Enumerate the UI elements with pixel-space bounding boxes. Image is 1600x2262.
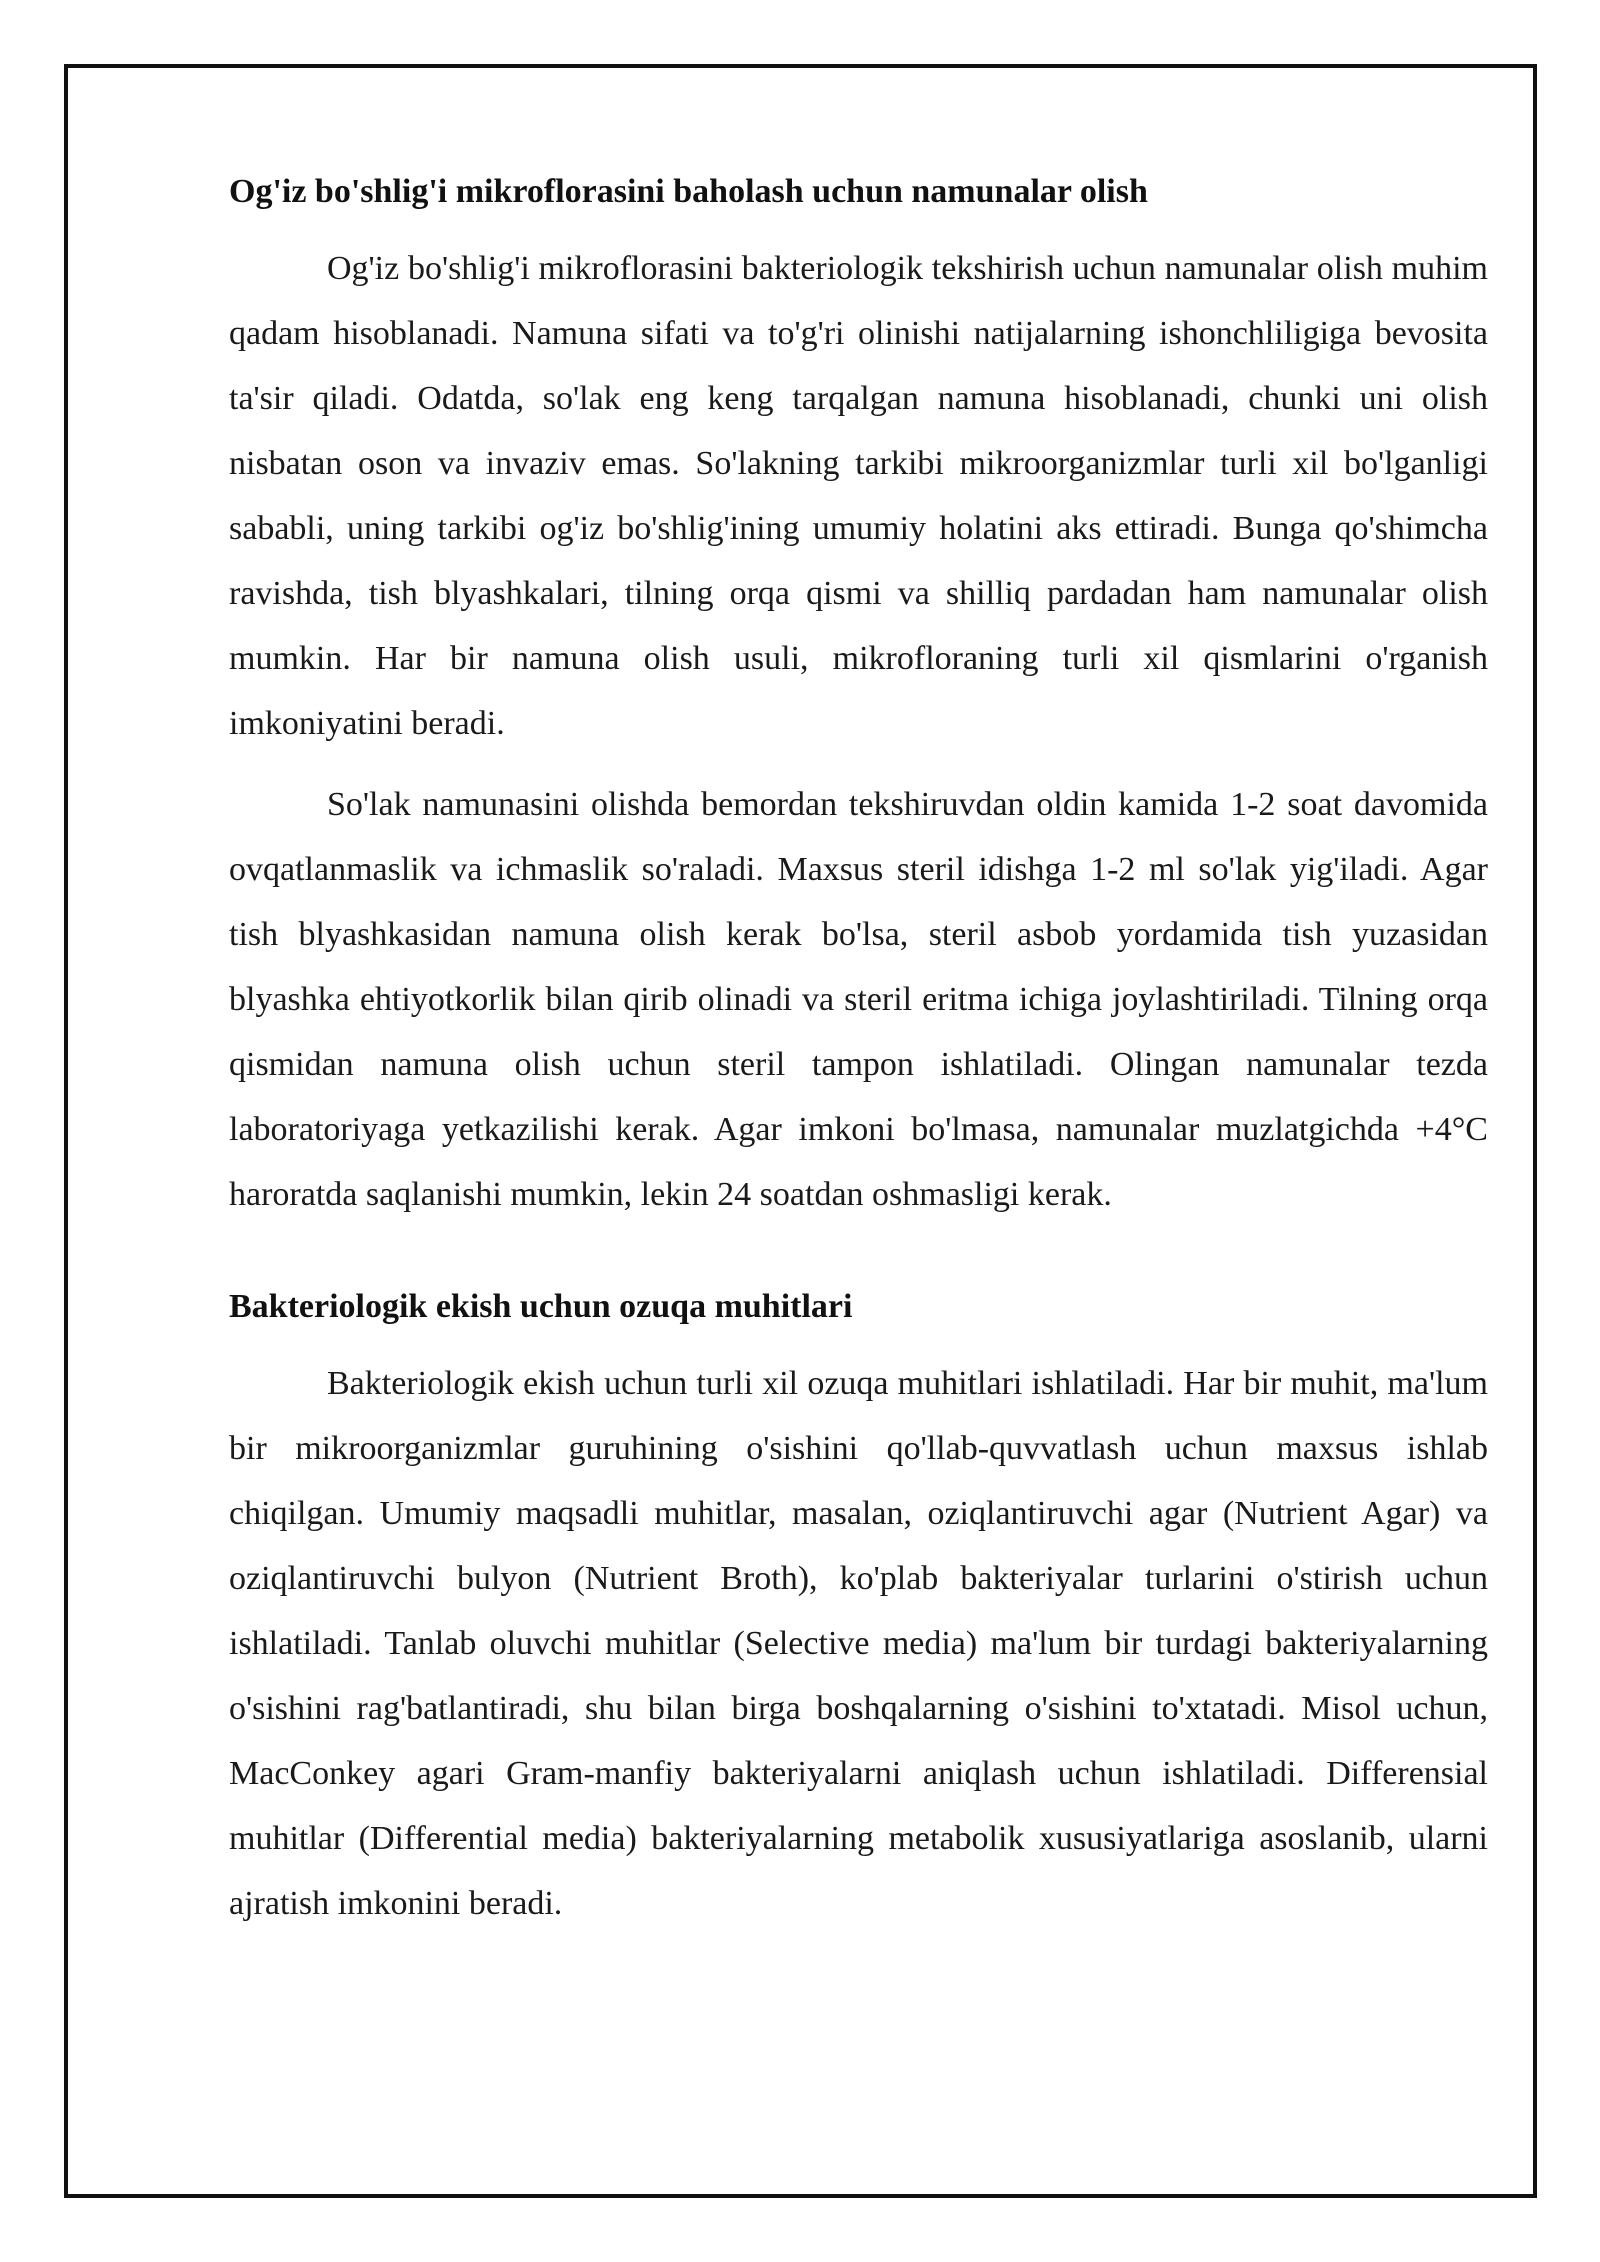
document-body <box>229 170 1488 1952</box>
paragraph: Og'iz bo'shlig'i mikroflorasini bakteriologik tekshirish uchun namunalar olish muhim qadam hisoblanadi. Namuna sifati va to'g'ri olinishi natijalarning ishonchliligiga bevosita ta'sir qiladi. Odatda, so'lak eng keng tarqalgan namuna hisoblanadi, chunki uni olish nisbatan oson va invaziv emas. So'lakning tarkibi mikroorganizmlar turli xil bo'lganligi sababli, uning tarkibi og'iz bo'shlig'ining umumiy holatini aks ettiradi. Bunga qo'shimcha ravishda, tish blyashkalari, tilning orqa qismi va shilliq pardadan ham namunalar olish mumkin. Har bir namuna olish usuli, mikrofloraning turli xil qismlarini o'rganish imkoniyatini beradi. <box>229 250 1488 742</box>
section-heading: Bakteriologik ekish uchun ozuqa muhitlari <box>229 1288 853 1325</box>
paragraph: Bakteriologik ekish uchun turli xil ozuqa muhitlari ishlatiladi. Har bir muhit, ma'lum bir mikroorganizmlar guruhining o'sishini qo'llab-quvvatlash uchun maxsus ishlab chiqilgan. Umumiy maqsadli muhitlar, masalan, oziqlantiruvchi agar (Nutrient Agar) va oziqlantiruvchi bulyon (Nutrient Broth), ko'plab bakteriyalar turlarini o'stirish uchun ishlatiladi. Tanlab oluvchi muhitlar (Selective media) ma'lum bir turdagi bakteriyalarning o'sishini rag'batlantiradi, shu bilan birga boshqalarning o'sishini to'xtatadi. Misol uchun, MacConkey agari Gram-manfiy bakteriyalarni aniqlash uchun ishlatiladi. Differensial muhitlar (Differential media) bakteriyalarning metabolik xususiyatlariga asoslanib, ularni ajratish imkonini beradi. <box>229 1365 1488 1922</box>
section-sample-collection <box>229 170 1488 1227</box>
paragraph: So'lak namunasini olishda bemordan tekshiruvdan oldin kamida 1-2 soat davomida ovqatlanmaslik va ichmaslik so'raladi. Maxsus steril idishga 1-2 ml so'lak yig'iladi. Agar tish blyashkasidan namuna olish kerak bo'lsa, steril asbob yordamida tish yuzasidan blyashka ehtiyotkorlik bilan qirib olinadi va steril eritma ichiga joylashtiriladi. Tilning orqa qismidan namuna olish uchun steril tampon ishlatiladi. Olingan namunalar tezda laboratoriyaga yetkazilishi kerak. Agar imkoni bo'lmasa, namunalar muzlatgichda +4°C haroratda saqlanishi mumkin, lekin 24 soatdan oshmasligi kerak. <box>229 786 1488 1213</box>
section-culture-media <box>229 1285 1488 1936</box>
section-heading: Og'iz bo'shlig'i mikroflorasini baholash uchun namunalar olish <box>229 173 1148 210</box>
